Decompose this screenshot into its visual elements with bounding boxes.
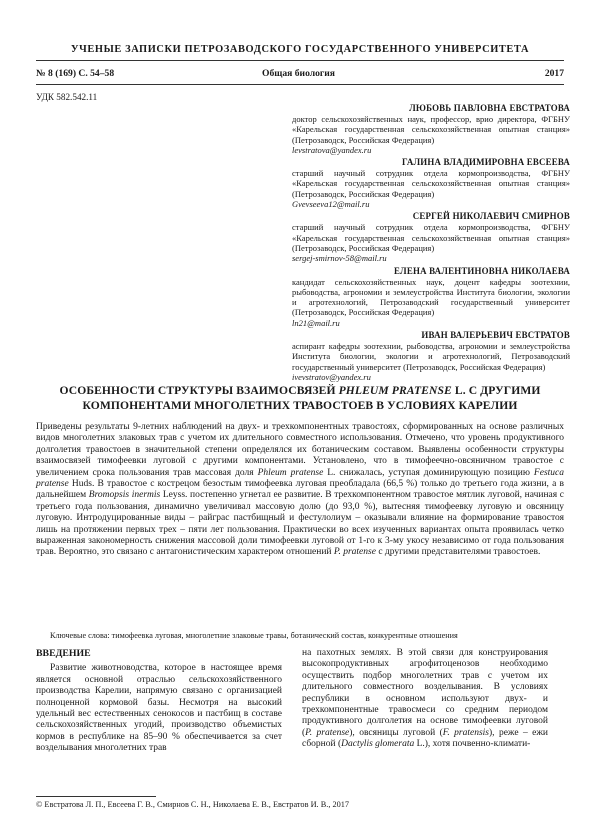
issue-row (36, 68, 564, 82)
author-email[interactable]: ln21@mail.ru (292, 317, 340, 328)
intro-latin-term: F. pratensis (442, 727, 489, 738)
article-title (36, 383, 564, 413)
title-part-1: ОСОБЕННОСТИ СТРУКТУРЫ ВЗАИМОСВЯЗЕЙ (59, 384, 339, 397)
abstract-latin-term: Festuca pratense (36, 467, 564, 490)
author-name: СЕРГЕЙ НИКОЛАЕВИЧ СМИРНОВ (412, 211, 570, 222)
keywords: Ключевые слова: тимофеевка луговая, многолетние злаковые травы, ботанический состав, конкурентные отношения (50, 631, 458, 640)
author-affiliation: кандидат сельскохозяйственных наук, доцент кафедры зоотехнии, рыбоводства, агрономии и землеустройства Института биологии, экологии и агротехнологий, Петрозаводский государственный университет (Петрозаводск, Российская Федерация) (292, 276, 570, 318)
header-rule-bottom (36, 84, 564, 85)
abstract-latin-term: Bromopsis inermis (88, 490, 161, 501)
header-rule-top (36, 60, 564, 61)
abstract-text: Leyss. постепенно угнетал ее развитие. В трехкомпонентном травостое мятлик луговой, начиная с третьего года пользования, динамично увеличивал массовую долю (до 93,0 %), вытесняя тимофеевку луговую и овсяницу луговую. Интродуцированные виды – райграс пастбищный и фестулолиум – оказывали влияние на формирование травостоя лишь на протяжении первых трех – пяти лет пользования. Практически во всех изученных вариантах опыта проявилась четко выраженная закономерность снижения массовой доли тимофеевки луговой от 1-го к 3-му укосу независимо от года пользования трав. Вероятно, это связано с антагонистическим характером отношений (36, 490, 564, 558)
section-name: Общая биология (262, 68, 335, 79)
abstract-text: L. снижалась, уступая доминирующую позицию (323, 467, 534, 478)
author-affiliation: старший научный сотрудник отдела кормопроизводства, ФГБНУ «Карельская государственная сельскохозяйственная опытная станция» (Петрозаводск, Российская Федерация) (292, 168, 570, 199)
author-email[interactable]: levstratova@yandex.ru (292, 144, 372, 155)
udk-code: УДК 582.542.11 (36, 92, 98, 102)
intro-paragraph: Развитие животноводства, которое в настоящее время является основной отраслью сельскохозяйственного производства Карелии, напрямую связано с организацией полноценной кормовой базы. Несмотря на высокий удельный вес естественных сенокосов и пастбищ в составе сельскохозяйственных угодий, производство объемистых кормов в республике на 85–90 % обеспечивается за счет возделывания многолетних трав (36, 663, 282, 754)
abstract-text: Приведены результаты 9-летних наблюдений на двух- и трехкомпонентных травостоях, сформированных на основе различных видов многолетних злаковых трав с учетом их длительного совместного использования. Отмечено, что уровень продуктивного долголетия травостоев в значительной степени определялся их ботаническим составом. Выявлены особенности структуры взаимосвязей тимофеевки луговой с другими компонентами. Установлено, что в тимофеечно-овсяничном травостое с увеличением срока пользования трав массовая доля (36, 422, 564, 478)
author-affiliation: старший научный сотрудник отдела кормопроизводства, ФГБНУ «Карельская государственная сельскохозяйственная опытная станция» (Петрозаводск, Российская Федерация) (292, 222, 570, 253)
author-name: ИВАН ВАЛЕРЬЕВИЧ ЕВСТРАТОВ (421, 330, 570, 341)
author-email[interactable]: ivevstratov@yandex.ru (292, 371, 371, 382)
abstract-text: Huds. В травостое с кострецом безостым тимофеевка луговая преобладала (66,5 %) только до третьего года жизни, а в дальнейшем (36, 479, 564, 501)
section-heading: ВВЕДЕНИЕ (36, 648, 91, 659)
journal-title: УЧЕНЫЕ ЗАПИСКИ ПЕТРОЗАВОДСКОГО ГОСУДАРСТВЕННОГО УНИВЕРСИТЕТА (70, 44, 530, 55)
author-affiliation: доктор сельскохозяйственных наук, профессор, врио директора, ФГБНУ «Карельская государственная сельскохозяйственная опытная станция» (Петрозаводск, Российская Федерация) (292, 114, 570, 145)
author-email[interactable]: sergej-smirnov-58@mail.ru (292, 253, 387, 264)
copyright-line: © Евстратова Л. П., Евсеева Г. В., Смирнов С. Н., Николаева Е. В., Евстратов И. В., 2017 (36, 800, 350, 809)
author-entry (292, 103, 570, 155)
abstract-latin-term: P. pratense (333, 547, 376, 558)
author-name: ЛЮБОВЬ ПАВЛОВНА ЕВСТРАТОВА (409, 103, 570, 113)
right-column (302, 648, 548, 751)
intro-latin-term: P. pratense (305, 727, 350, 738)
abstract-text: с другими представителями травостоев. (375, 547, 541, 558)
intro-text: на пахотных землях. В этой связи для конструирования высокопродуктивных агрофитоценозов необходимо осуществить подбор многолетних трав с учетом их длительного совместного возделывания. В условиях республики в основном используют двух- и трехкомпонентные травосмеси со средним периодом продуктивного долголетия на основе тимофеевки луговой ( (302, 648, 548, 738)
left-column (36, 648, 282, 755)
authors-block (292, 103, 570, 384)
author-entry (292, 330, 570, 382)
author-entry (292, 266, 570, 328)
intro-text: L.), хотя почвенно-климати- (414, 739, 531, 750)
intro-text: ), реже – ежи сборной ( (302, 727, 549, 750)
title-latin-name: PHLEUM PRATENSE (338, 384, 452, 397)
abstract-latin-term: Phleum pratense (257, 467, 324, 478)
intro-text: ), овсяницы луговой ( (349, 727, 443, 738)
intro-latin-term: Dactylis glomerata (341, 739, 415, 750)
author-name: ГАЛИНА ВЛАДИМИРОВНА ЕВСЕЕВА (401, 157, 570, 168)
title-part-2: L. С ДРУГИМИ КОМПОНЕНТАМИ МНОГОЛЕТНИХ ТРАВОСТОЕВ В УСЛОВИЯХ КАРЕЛИИ (82, 384, 541, 412)
issue-year: 2017 (544, 68, 564, 79)
author-entry (292, 157, 570, 209)
author-entry (292, 211, 570, 263)
author-email[interactable]: Gvevseeva12@mail.ru (292, 199, 370, 210)
author-affiliation: аспирант кафедры зоотехнии, рыбоводства, агрономии и землеустройства Института биологии, экологии и агротехнологий, Петрозаводский государственный университет (Петрозаводск, Российская Федерация) (292, 341, 570, 372)
issue-number: № 8 (169) С. 54–58 (36, 68, 115, 79)
footnote-rule (36, 796, 156, 797)
author-name: ЕЛЕНА ВАЛЕНТИНОВНА НИКОЛАЕВА (394, 265, 570, 276)
abstract (36, 422, 564, 559)
